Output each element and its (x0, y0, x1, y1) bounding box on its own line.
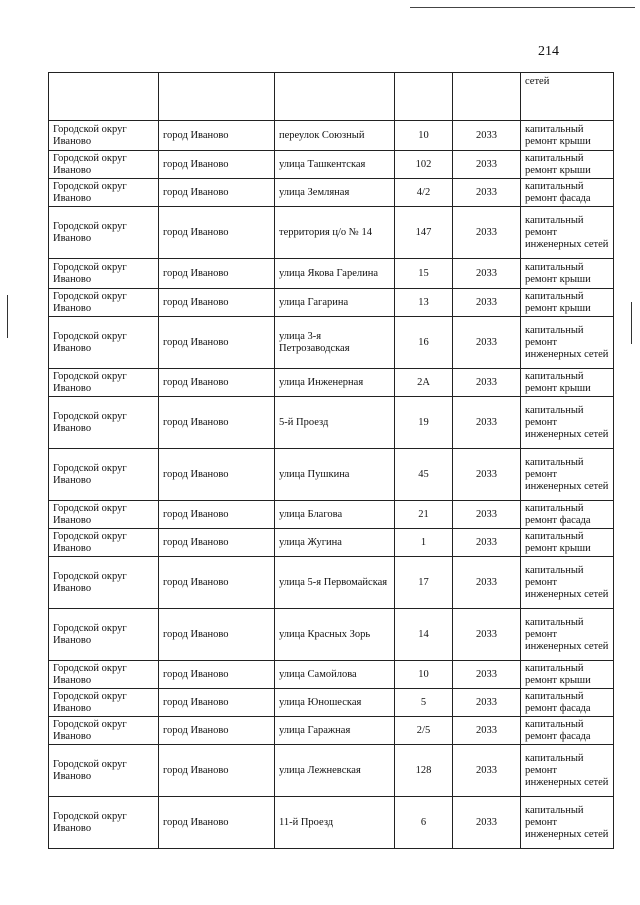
street-cell: улица Гагарина (275, 289, 395, 317)
city-cell: город Иваново (159, 501, 275, 529)
district-cell: Городской округ Иваново (49, 289, 159, 317)
work-type-cell: капитальный ремонт крыши (521, 289, 614, 317)
year-cell: 2033 (453, 449, 521, 501)
work-type-cell: капитальный ремонт инженерных сетей (521, 797, 614, 849)
housing-repair-table (48, 72, 614, 849)
city-cell: город Иваново (159, 745, 275, 797)
city-cell: город Иваново (159, 121, 275, 151)
city-cell: город Иваново (159, 317, 275, 369)
city-cell: город Иваново (159, 259, 275, 289)
year-cell: 2033 (453, 717, 521, 745)
right-margin-mark (631, 302, 632, 344)
house-number-cell: 10 (395, 121, 453, 151)
table-row (49, 317, 614, 369)
city-cell: город Иваново (159, 151, 275, 179)
work-type-cell: капитальный ремонт крыши (521, 259, 614, 289)
table-row (49, 259, 614, 289)
house-number-cell: 19 (395, 397, 453, 449)
house-number-cell: 14 (395, 609, 453, 661)
city-cell: город Иваново (159, 207, 275, 259)
work-type-cell: капитальный ремонт крыши (521, 661, 614, 689)
table-row (49, 797, 614, 849)
street-cell: 5-й Проезд (275, 397, 395, 449)
year-cell: 2033 (453, 661, 521, 689)
work-type-cell: капитальный ремонт инженерных сетей (521, 207, 614, 259)
work-type-cell: капитальный ремонт крыши (521, 369, 614, 397)
city-cell: город Иваново (159, 661, 275, 689)
district-cell: Городской округ Иваново (49, 207, 159, 259)
house-number-cell: 13 (395, 289, 453, 317)
district-cell: Городской округ Иваново (49, 449, 159, 501)
carryover-row (49, 73, 614, 121)
city-cell: город Иваново (159, 609, 275, 661)
street-cell: улица Благова (275, 501, 395, 529)
house-number-cell: 16 (395, 317, 453, 369)
house-number-cell: 45 (395, 449, 453, 501)
work-type-cell: капитальный ремонт фасада (521, 501, 614, 529)
table-row (49, 557, 614, 609)
year-cell: 2033 (453, 259, 521, 289)
year-cell: 2033 (453, 151, 521, 179)
house-number-cell: 17 (395, 557, 453, 609)
work-type-cell: капитальный ремонт инженерных сетей (521, 317, 614, 369)
work-type-cell: капитальный ремонт инженерных сетей (521, 397, 614, 449)
year-cell: 2033 (453, 121, 521, 151)
district-cell: Городской округ Иваново (49, 121, 159, 151)
page-number: 214 (538, 44, 559, 59)
city-cell: город Иваново (159, 557, 275, 609)
year-cell: 2033 (453, 529, 521, 557)
district-cell: Городской округ Иваново (49, 609, 159, 661)
table-row (49, 179, 614, 207)
year-cell: 2033 (453, 179, 521, 207)
table-row (49, 289, 614, 317)
street-cell: улица Земляная (275, 179, 395, 207)
year-cell: 2033 (453, 689, 521, 717)
house-number-cell: 10 (395, 661, 453, 689)
district-cell: Городской округ Иваново (49, 529, 159, 557)
house-number-cell: 5 (395, 689, 453, 717)
table-row (49, 745, 614, 797)
house-number-cell: 2А (395, 369, 453, 397)
street-cell: улица Жугина (275, 529, 395, 557)
street-cell: улица Красных Зорь (275, 609, 395, 661)
table-row (49, 121, 614, 151)
district-cell: Городской округ Иваново (49, 689, 159, 717)
street-cell: улица Юношеская (275, 689, 395, 717)
work-type-cell: сетей (521, 73, 614, 121)
district-cell: Городской округ Иваново (49, 369, 159, 397)
year-cell: 2033 (453, 397, 521, 449)
city-cell: город Иваново (159, 689, 275, 717)
work-type-cell: капитальный ремонт фасада (521, 689, 614, 717)
year-cell: 2033 (453, 289, 521, 317)
work-type-cell: капитальный ремонт инженерных сетей (521, 609, 614, 661)
street-cell: территория ц/о № 14 (275, 207, 395, 259)
district-cell: Городской округ Иваново (49, 397, 159, 449)
district-cell: Городской округ Иваново (49, 745, 159, 797)
year-cell: 2033 (453, 557, 521, 609)
year-cell: 2033 (453, 317, 521, 369)
house-number-cell: 21 (395, 501, 453, 529)
table-row (49, 397, 614, 449)
city-cell: город Иваново (159, 529, 275, 557)
street-cell: улица Ташкентская (275, 151, 395, 179)
table-row (49, 717, 614, 745)
district-cell: Городской округ Иваново (49, 259, 159, 289)
street-cell: улица Якова Гарелина (275, 259, 395, 289)
house-number-cell: 147 (395, 207, 453, 259)
house-number-cell: 128 (395, 745, 453, 797)
city-cell: город Иваново (159, 289, 275, 317)
year-cell: 2033 (453, 797, 521, 849)
city-cell: город Иваново (159, 179, 275, 207)
street-cell: улица Лежневская (275, 745, 395, 797)
street-cell: улица 3-я Петрозаводская (275, 317, 395, 369)
street-cell: переулок Союзный (275, 121, 395, 151)
house-number-cell: 102 (395, 151, 453, 179)
district-cell: Городской округ Иваново (49, 797, 159, 849)
work-type-cell: капитальный ремонт фасада (521, 179, 614, 207)
table-row (49, 529, 614, 557)
work-type-cell: капитальный ремонт крыши (521, 529, 614, 557)
city-cell: город Иваново (159, 797, 275, 849)
house-number-cell: 2/5 (395, 717, 453, 745)
top-rule (410, 7, 635, 8)
district-cell: Городской округ Иваново (49, 661, 159, 689)
house-number-cell: 6 (395, 797, 453, 849)
district-cell: Городской округ Иваново (49, 501, 159, 529)
table-row (49, 689, 614, 717)
house-number-cell: 1 (395, 529, 453, 557)
table-row (49, 609, 614, 661)
work-type-cell: капитальный ремонт фасада (521, 717, 614, 745)
work-type-cell: капитальный ремонт инженерных сетей (521, 449, 614, 501)
work-type-cell: капитальный ремонт крыши (521, 121, 614, 151)
house-number-cell: 4/2 (395, 179, 453, 207)
city-cell: город Иваново (159, 717, 275, 745)
work-type-cell: капитальный ремонт инженерных сетей (521, 745, 614, 797)
street-cell: 11-й Проезд (275, 797, 395, 849)
city-cell: город Иваново (159, 369, 275, 397)
table-row (49, 369, 614, 397)
city-cell: город Иваново (159, 449, 275, 501)
year-cell: 2033 (453, 207, 521, 259)
street-cell: улица 5-я Первомайская (275, 557, 395, 609)
house-number-cell: 15 (395, 259, 453, 289)
street-cell: улица Пушкина (275, 449, 395, 501)
table-row (49, 501, 614, 529)
street-cell: улица Самойлова (275, 661, 395, 689)
city-cell: город Иваново (159, 397, 275, 449)
left-margin-mark (7, 295, 8, 338)
table-row (49, 207, 614, 259)
year-cell: 2033 (453, 369, 521, 397)
district-cell: Городской округ Иваново (49, 317, 159, 369)
year-cell: 2033 (453, 609, 521, 661)
table-row (49, 151, 614, 179)
work-type-cell: капитальный ремонт инженерных сетей (521, 557, 614, 609)
street-cell: улица Инженерная (275, 369, 395, 397)
district-cell: Городской округ Иваново (49, 179, 159, 207)
district-cell: Городской округ Иваново (49, 557, 159, 609)
year-cell: 2033 (453, 501, 521, 529)
street-cell: улица Гаражная (275, 717, 395, 745)
table-row (49, 661, 614, 689)
work-type-cell: капитальный ремонт крыши (521, 151, 614, 179)
year-cell: 2033 (453, 745, 521, 797)
table-row (49, 449, 614, 501)
district-cell: Городской округ Иваново (49, 151, 159, 179)
district-cell: Городской округ Иваново (49, 717, 159, 745)
